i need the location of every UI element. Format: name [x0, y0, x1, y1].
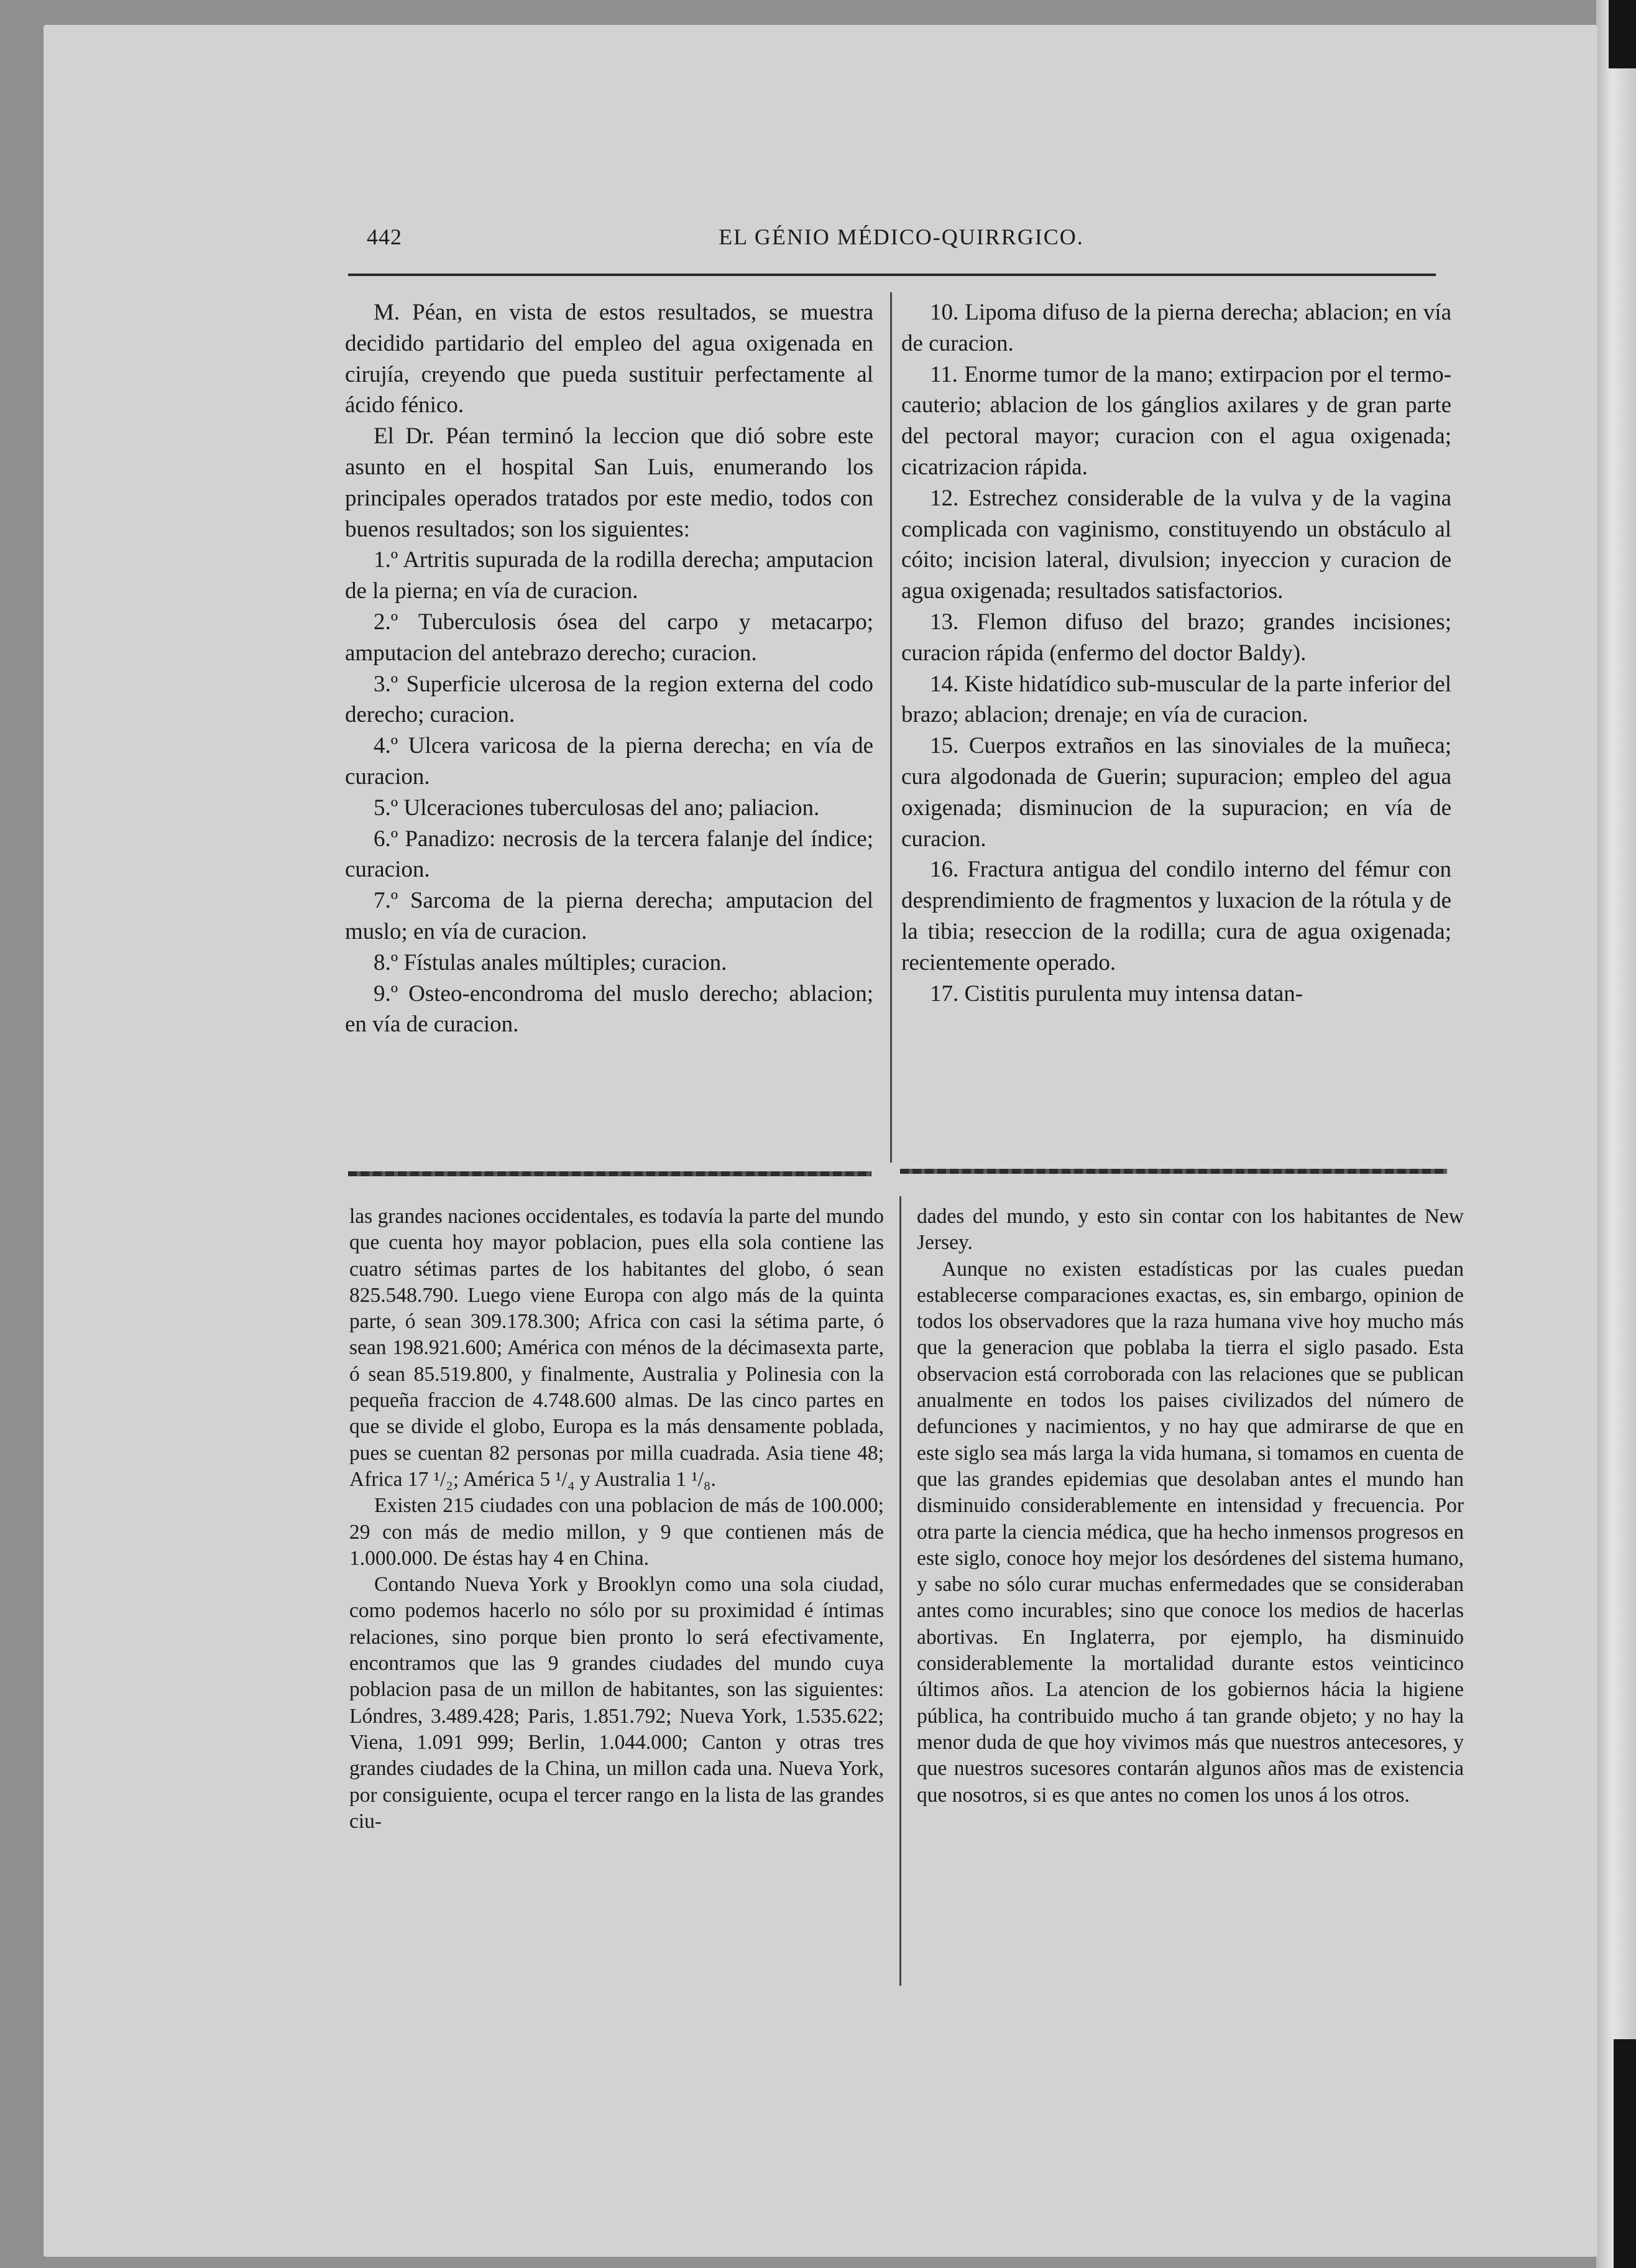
page-header [367, 224, 1436, 267]
paragraph: Existen 215 ciudades con una poblacion de más de 100.000; 29 con más de medio millon, y 9 que contienen más de 1.000.000. De éstas hay 4 en China. [349, 1494, 884, 1570]
case-item: 16. Fractura antigua del condilo interno del fémur con desprendimiento de fragmentos y luxacion de la rótula y de la tibia; reseccion de la rodilla; cura de agua oxigenada; recientemente operado. [901, 857, 1451, 975]
paragraph: M. Péan, en vista de estos resultados, se muestra decidido partidario del empleo del agua oxigenada en cirujía, creyendo que pueda sustituir perfectamente al ácido fénico. [345, 300, 873, 418]
scan-border-bottom [1614, 2039, 1636, 2268]
case-item: 8.º Fístulas anales múltiples; curacion. [374, 949, 727, 975]
case-item: 7.º Sarcoma de la pierna derecha; amputacion del muslo; en vía de curacion. [345, 888, 873, 944]
page-number: 442 [367, 224, 402, 249]
case-item: 13. Flemon difuso del brazo; grandes incisiones; curacion rápida (enfermo del doctor Baldy). [901, 609, 1451, 666]
lower-right-column [917, 1204, 1464, 1993]
header-rule [348, 274, 1436, 276]
case-item: 5.º Ulceraciones tuberculosas del ano; paliacion. [374, 795, 820, 821]
case-item: 6.º Panadizo: necrosis de la tercera falanje del índice; curacion. [345, 826, 873, 883]
case-item: 4.º Ulcera varicosa de la pierna derecha; en vía de curacion. [345, 733, 873, 790]
paragraph: Contando Nueva York y Brooklyn como una sola ciudad, como podemos hacerlo no sólo por su proximidad é íntimas relaciones, sino porque bien pronto lo será efectivamente, encontramos que las 9 grandes ciudades del mundo cuya poblacion pasa de un millon de habitantes, son las siguientes: Lóndres, 3.489.428; Paris, 1.851.792; Nueva York, 1.535.622; Viena, 1.091 999; Berlin, 1.044.000; Canton y otras tres grandes ciudades de la China, un millon cada una. Nueva York, por consiguiente, ocupa el tercer rango en la lista de las grandes ciu- [349, 1573, 884, 1833]
paragraph: Aunque no existen estadísticas por las cuales puedan establecerse comparaciones exactas, es, sin embargo, opinion de todos los observadores que la raza humana vive hoy mucho más que la generacion que poblaba la tierra el siglo pasado. Esta observacion está corroborada con las relaciones que se publican anualmente en todos los paises civilizados del número de defunciones y nacimientos, y no hay que admirarse de que en este siglo sea más larga la vida humana, si tomamos en cuenta de que las grandes epidemias que desolaban antes el mundo han disminuido considerablemente en intensidad y frecuencia. Por otra parte la ciencia médica, que ha hecho inmensos progresos en este siglo, conoce hoy mejor los desórdenes del sistema humano, y sabe no sólo curar muchas enfermedades que se consideraban antes como incurables; sino que conoce los medios de hacerlas abortivas. En Inglaterra, por ejemplo, ha disminuido considerablemente la mortalidad durante estos veinticinco últimos años. La atencion de los gobiernos hácia la higiene pública, ha contribuido mucho á tan grande objeto; y no hay la menor duda de que hoy vivimos más que nuestros antecesores, y que nuestros sucesores contarán algunos años mas de existencia que nosotros, si es que antes no comen los unos á los otros. [917, 1257, 1464, 1807]
case-item: 3.º Superficie ulcerosa de la region externa del codo derecho; curacion. [345, 671, 873, 728]
case-item: 15. Cuerpos extraños en las sinoviales de la muñeca; cura algodonada de Guerin; supuracion; empleo del agua oxigenada; disminucion de la supuracion; en vía de curacion. [901, 733, 1451, 852]
scan-border-top [1609, 0, 1636, 68]
case-item: 2.º Tuberculosis ósea del carpo y metacarpo; amputacion del antebrazo derecho; curacion. [345, 609, 873, 666]
paragraph: dades del mundo, y esto sin contar con los habitantes de New Jersey. [917, 1205, 1464, 1255]
section-separator-right [900, 1169, 1447, 1174]
case-item: 9.º Osteo-encondroma del muslo derecho; ablacion; en vía de curacion. [345, 980, 873, 1038]
column-divider-upper [890, 292, 892, 1163]
column-divider-lower [899, 1196, 901, 1986]
section-separator-left [348, 1171, 871, 1176]
case-item: 10. Lipoma difuso de la pierna derecha; ablacion; en vía de curacion. [901, 300, 1451, 356]
upper-right-column [901, 297, 1451, 1161]
case-item: 14. Kiste hidatídico sub-muscular de la parte inferior del brazo; ablacion; drenaje; en vía de curacion. [901, 671, 1451, 728]
paragraph: las grandes naciones occidentales, es todavía la parte del mundo que cuenta hoy mayor poblacion, pues ella sola contiene las cuatro sétimas partes de los habitantes del globo, ó sean 825.548.790. Luego viene Europa con algo más de la quinta parte, ó sean 309.178.300; Africa con casi la sétima parte, ó sean 198.921.600; América con ménos de la décimasexta parte, ó sean 85.519.800, y finalmente, Australia y Polinesia con la pequeña fraccion de 4.748.600 almas. De las cinco partes en que se divide el globo, Europa es la más densamente poblada, pues se cuentan 82 personas por milla cuadrada. Asia tiene 48; Africa 17 ¹/₂; América 5 ¹/₄ y Australia 1 ¹/₈. [349, 1205, 884, 1491]
lower-left-column [349, 1204, 884, 2031]
case-item: 1.º Artritis supurada de la rodilla derecha; amputacion de la pierna; en vía de curacion. [345, 547, 873, 604]
facing-page-edge [1596, 0, 1636, 2268]
running-title: EL GÉNIO MÉDICO-QUIRRGICO. [719, 224, 1084, 249]
case-item: 11. Enorme tumor de la mano; extirpacion por el termo-cauterio; ablacion de los gánglios axilares y de gran parte del pectoral mayor; curacion con el agua oxigenada; cicatrizacion rápida. [901, 361, 1451, 480]
upper-left-column [345, 297, 873, 1161]
case-item: 12. Estrechez considerable de la vulva y de la vagina complicada con vaginismo, constituyendo un obstáculo al cóito; incision lateral, divulsion; inyeccion y curacion de agua oxigenada; resultados satisfactorios. [901, 485, 1451, 604]
case-item: 17. Cistitis purulenta muy intensa datan- [930, 980, 1303, 1007]
paragraph: El Dr. Péan terminó la leccion que dió sobre este asunto en el hospital San Luis, enumerando los principales operados tratados por este medio, todos con buenos resultados; son los siguientes: [345, 423, 873, 542]
